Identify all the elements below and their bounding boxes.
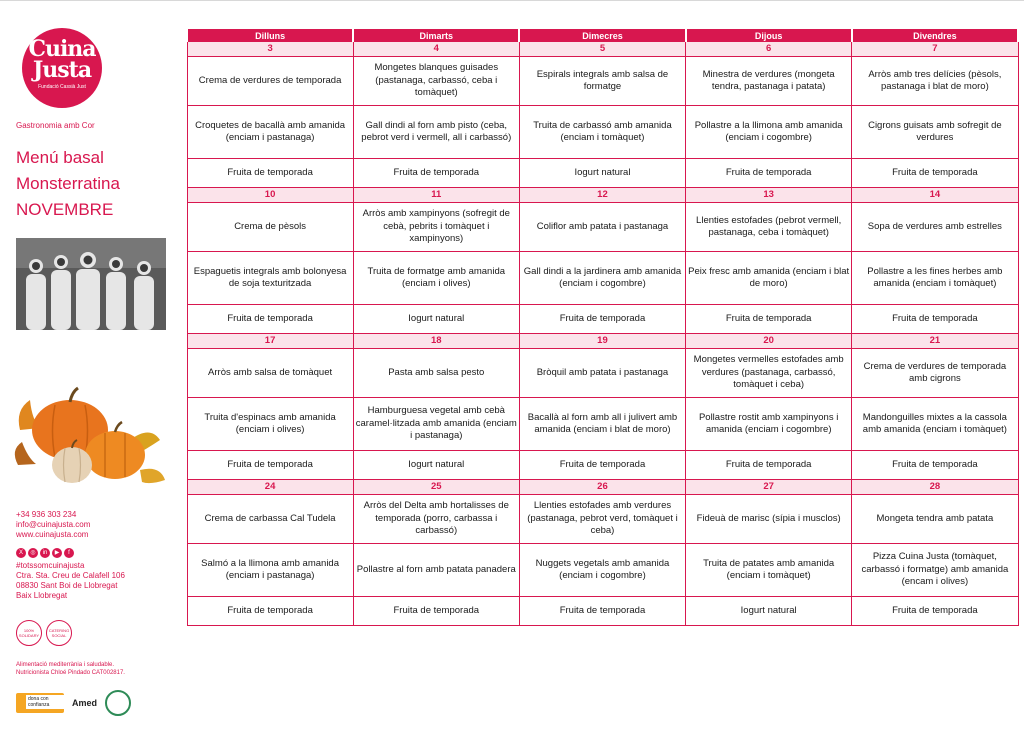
dessert-cell: Fruita de temporada (519, 451, 685, 480)
second-course-cell: Espaguetis integrals amb bolonyesa de soja texturitzada (187, 252, 353, 305)
dessert-cell: Iogurt natural (353, 451, 519, 480)
week-row (187, 57, 1018, 106)
second-course-cell: Truita de carbassó amb amanida (enciam i tomàquet) (519, 106, 685, 159)
logo-subtitle: Fundació Cassià Just (38, 84, 86, 90)
instagram-icon[interactable]: ◎ (28, 548, 38, 558)
first-course-cell: Bròquil amb patata i pastanaga (519, 349, 685, 398)
date-cell: 11 (353, 188, 519, 203)
first-course-cell: Crema de verdures de temporada amb cigrons (852, 349, 1018, 398)
menu-title-line: NOVEMBRE (16, 200, 114, 219)
first-course-cell: Arròs amb salsa de tomàquet (187, 349, 353, 398)
first-course-cell: Espirals integrals amb salsa de formatge (519, 57, 685, 106)
first-course-cell: Pasta amb salsa pesto (353, 349, 519, 398)
date-cell: 13 (686, 188, 852, 203)
week-row (187, 203, 1018, 252)
linkedin-icon[interactable]: in (40, 548, 50, 558)
seal-icon (105, 690, 131, 716)
date-cell: 24 (187, 480, 353, 495)
dessert-cell: Fruita de temporada (187, 597, 353, 626)
week-row (187, 334, 1018, 349)
date-cell: 20 (686, 334, 852, 349)
date-cell: 10 (187, 188, 353, 203)
dessert-cell: Fruita de temporada (353, 159, 519, 188)
day-header: Dilluns (187, 29, 353, 42)
first-course-cell: Llenties estofades (pebrot vermell, pastanaga, ceba i tomàquet) (686, 203, 852, 252)
second-course-cell: Gall dindi al forn amb pisto (ceba, pebrot verd i vermell, all i carbassó) (353, 106, 519, 159)
second-course-cell: Mandonguilles mixtes a la cassola amb amanida (enciam i tomàquet) (852, 398, 1018, 451)
address-line: 08830 Sant Boi de Llobregat (16, 581, 118, 590)
nutrition-line: Alimentació mediterrània i saludable. (16, 662, 115, 668)
dessert-cell: Fruita de temporada (686, 305, 852, 334)
dona-con-confianza-logo: dona con confianza (16, 693, 64, 713)
contact-info (16, 510, 90, 540)
date-cell: 14 (852, 188, 1018, 203)
first-course-cell: Mongeta tendra amb patata (852, 495, 1018, 544)
week-row (187, 480, 1018, 495)
menu-title-line: Monsterratina (16, 174, 120, 193)
nutrition-line: Nutricionista Chloé Pindado CAT002817. (16, 670, 125, 676)
week-row (187, 42, 1018, 57)
facebook-icon[interactable]: f (64, 548, 74, 558)
day-header: Dijous (686, 29, 852, 42)
week-row (187, 451, 1018, 480)
first-course-cell: Sopa de verdures amb estrelles (852, 203, 1018, 252)
date-cell: 6 (686, 42, 852, 57)
cuina-justa-logo (22, 28, 102, 108)
first-course-cell: Crema de pèsols (187, 203, 353, 252)
week-row (187, 159, 1018, 188)
second-course-cell: Hamburguesa vegetal amb cebà caramel·litzada amb amanida (enciam i pastanaga) (353, 398, 519, 451)
second-course-cell: Truita de patates amb amanida (enciam i tomàquet) (686, 544, 852, 597)
second-course-cell: Croquetes de bacallà amb amanida (enciam i pastanaga) (187, 106, 353, 159)
second-course-cell: Bacallà al forn amb all i julivert amb amanida (enciam i blat de moro) (519, 398, 685, 451)
first-course-cell: Llenties estofades amb verdures (pastanaga, pebrot verd, tomàquet i ceba) (519, 495, 685, 544)
address-line: Ctra. Sta. Creu de Calafell 106 (16, 571, 125, 580)
dessert-cell: Fruita de temporada (519, 597, 685, 626)
first-course-cell: Minestra de verdures (mongeta tendra, pastanaga i patata) (686, 57, 852, 106)
second-course-cell: Nuggets vegetals amb amanida (enciam i cogombre) (519, 544, 685, 597)
sidebar (0, 0, 180, 740)
week-row (187, 106, 1018, 159)
second-course-cell: Pollastre a la llimona amb amanida (enciam i cogombre) (686, 106, 852, 159)
dessert-cell: Fruita de temporada (187, 451, 353, 480)
week-row (187, 544, 1018, 597)
badges (16, 620, 72, 646)
logo-line-1: Cuina (28, 36, 96, 62)
second-course-cell: Truita d'espinacs amb amanida (enciam i olives) (187, 398, 353, 451)
date-cell: 12 (519, 188, 685, 203)
partner-logos (16, 690, 131, 716)
team-photo (16, 238, 166, 330)
week-row (187, 597, 1018, 626)
date-cell: 25 (353, 480, 519, 495)
date-cell: 4 (353, 42, 519, 57)
solidary-badge: 100% SOLIDARY (16, 620, 42, 646)
second-course-cell: Peix fresc amb amanida (enciam i blat de moro) (686, 252, 852, 305)
dessert-cell: Iogurt natural (353, 305, 519, 334)
amed-logo: Amed (72, 698, 98, 708)
first-course-cell: Arròs amb xampinyons (sofregit de cebà, pebrits i tomàquet i xampinyons) (353, 203, 519, 252)
date-cell: 28 (852, 480, 1018, 495)
second-course-cell: Salmó a la llimona amb amanida (enciam i pastanaga) (187, 544, 353, 597)
first-course-cell: Crema de carbassa Cal Tudela (187, 495, 353, 544)
week-row (187, 188, 1018, 203)
social-icons (16, 548, 74, 558)
date-cell: 26 (519, 480, 685, 495)
date-cell: 3 (187, 42, 353, 57)
date-cell: 7 (852, 42, 1018, 57)
date-cell: 19 (519, 334, 685, 349)
menu-title (16, 145, 120, 223)
day-header: Dimecres (519, 29, 685, 42)
dessert-cell: Iogurt natural (686, 597, 852, 626)
dessert-cell: Fruita de temporada (187, 305, 353, 334)
dessert-cell: Fruita de temporada (353, 597, 519, 626)
dessert-cell: Fruita de temporada (187, 159, 353, 188)
week-row (187, 495, 1018, 544)
dessert-cell: Fruita de temporada (852, 305, 1018, 334)
week-row (187, 349, 1018, 398)
dessert-cell: Fruita de temporada (852, 159, 1018, 188)
day-header: Dimarts (353, 29, 519, 42)
second-course-cell: Pollastre rostit amb xampinyons i amanida (enciam i cogombre) (686, 398, 852, 451)
date-cell: 5 (519, 42, 685, 57)
first-course-cell: Mongetes vermelles estofades amb verdures (pastanaga, carbassó, tomàquet i ceba) (686, 349, 852, 398)
second-course-cell: Cigrons guisats amb sofregit de verdures (852, 106, 1018, 159)
dessert-cell: Fruita de temporada (519, 305, 685, 334)
x-icon[interactable]: X (16, 548, 26, 558)
catering-social-badge: CATERING SOCIAL (46, 620, 72, 646)
week-row (187, 252, 1018, 305)
week-row (187, 305, 1018, 334)
menu-table (186, 29, 1019, 626)
dessert-cell: Fruita de temporada (852, 597, 1018, 626)
second-course-cell: Pizza Cuina Justa (tomàquet, carbassó i formatge) amb amanida (encam i olives) (852, 544, 1018, 597)
weekday-header (187, 29, 1018, 42)
first-course-cell: Arròs amb tres delícies (pèsols, pastanaga i blat de moro) (852, 57, 1018, 106)
first-course-cell: Mongetes blanques guisades (pastanaga, carbassó, ceba i tomàquet) (353, 57, 519, 106)
website: www.cuinajusta.com (16, 530, 89, 539)
day-header: Divendres (852, 29, 1018, 42)
date-cell: 21 (852, 334, 1018, 349)
logo-line-2: Justa (32, 57, 92, 83)
nutrition-note (16, 661, 125, 677)
second-course-cell: Pollastre a les fines herbes amb amanida (enciam i tomàquet) (852, 252, 1018, 305)
pumpkins-illustration (10, 370, 170, 490)
first-course-cell: Arròs del Delta amb hortalisses de temporada (porro, carbassa i carbassó) (353, 495, 519, 544)
dessert-cell: Fruita de temporada (686, 451, 852, 480)
second-course-cell: Pollastre al forn amb patata panadera (353, 544, 519, 597)
dessert-cell: Fruita de temporada (686, 159, 852, 188)
email: info@cuinajusta.com (16, 520, 91, 529)
phone: +34 936 303 234 (16, 510, 77, 519)
second-course-cell: Gall dindi a la jardinera amb amanida (enciam i cogombre) (519, 252, 685, 305)
address (16, 561, 125, 601)
second-course-cell: Truita de formatge amb amanida (enciam i olives) (353, 252, 519, 305)
address-line: Baix Llobregat (16, 591, 68, 600)
first-course-cell: Coliflor amb patata i pastanaga (519, 203, 685, 252)
tagline: Gastronomia amb Cor (16, 121, 95, 130)
date-cell: 17 (187, 334, 353, 349)
dessert-cell: Iogurt natural (519, 159, 685, 188)
hashtag: #totssomcuinajusta (16, 561, 85, 570)
dessert-cell: Fruita de temporada (852, 451, 1018, 480)
week-row (187, 398, 1018, 451)
date-cell: 27 (686, 480, 852, 495)
youtube-icon[interactable]: ▶ (52, 548, 62, 558)
date-cell: 18 (353, 334, 519, 349)
menu-title-line: Menú basal (16, 148, 104, 167)
first-course-cell: Crema de verdures de temporada (187, 57, 353, 106)
first-course-cell: Fideuà de marisc (sípia i musclos) (686, 495, 852, 544)
